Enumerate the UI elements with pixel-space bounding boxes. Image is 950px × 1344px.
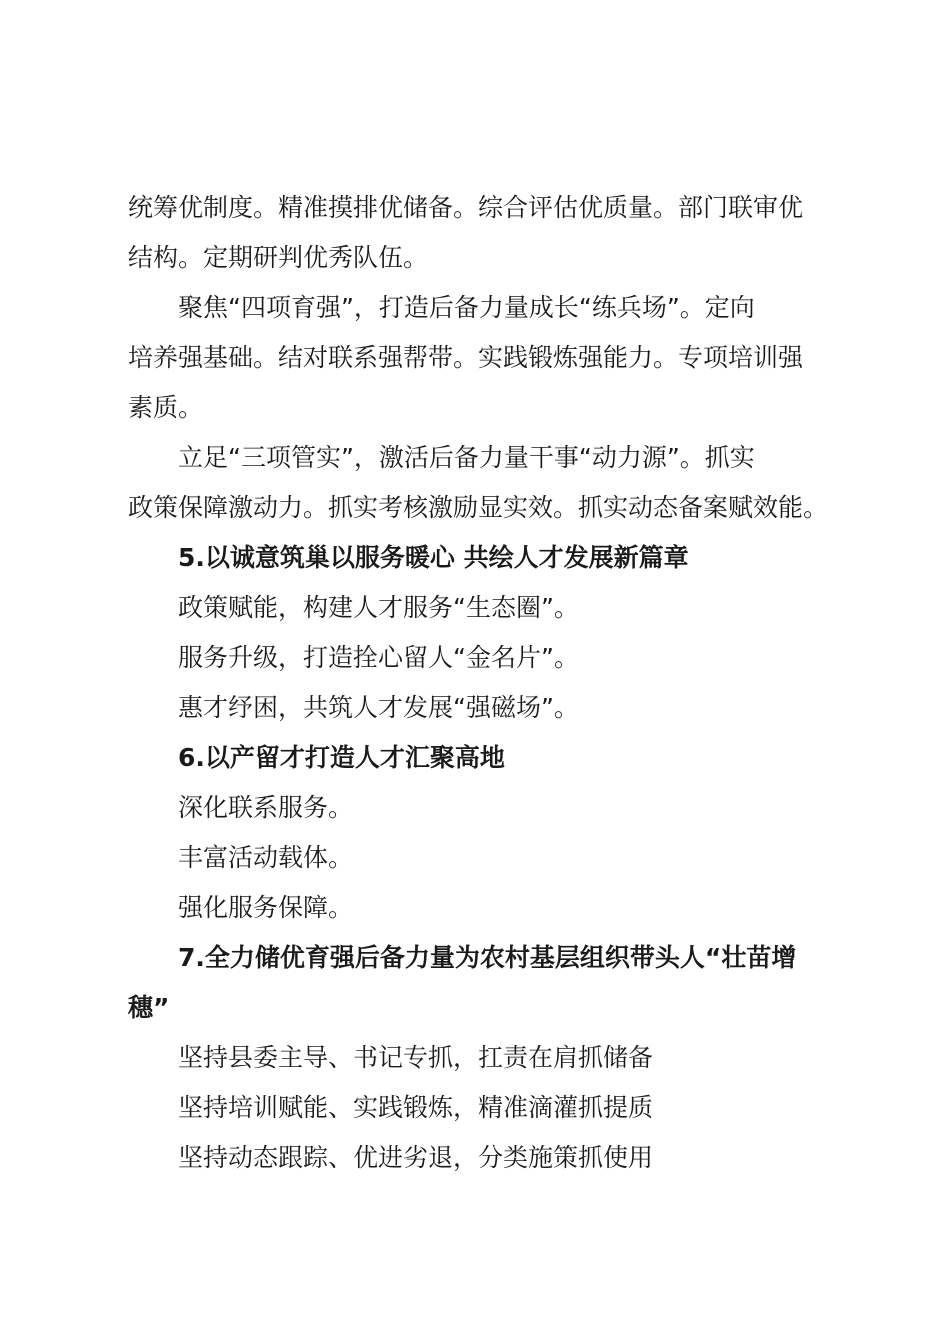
section-6-item: 强化服务保障。 <box>178 893 354 922</box>
section-6-item: 深化联系服务。 <box>178 793 354 822</box>
paragraph-3-line-1: 立足“三项管实”，激活后备力量干事“动力源”。抓实 <box>178 443 755 472</box>
paragraph-2-line-3: 素质。 <box>128 393 204 422</box>
paragraph-1-line-2: 结构。定期研判优秀队伍。 <box>128 243 429 272</box>
paragraph-1-line-1: 统筹优制度。精准摸排优储备。综合评估优质量。部门联审优 <box>128 193 804 222</box>
section-7-item: 坚持县委主导、书记专抓，扛责在肩抓储备 <box>178 1043 654 1072</box>
section-6-item: 丰富活动载体。 <box>178 843 354 872</box>
paragraph-2-line-1: 聚焦“四项育强”，打造后备力量成长“练兵场”。定向 <box>178 293 755 322</box>
paragraph-2-line-2: 培养强基础。结对联系强帮带。实践锻炼强能力。专项培训强 <box>128 343 804 372</box>
section-7-heading-line-2: 穗” <box>128 993 170 1022</box>
section-7-item: 坚持动态跟踪、优进劣退，分类施策抓使用 <box>178 1143 654 1172</box>
section-6-heading: 6.以产留才打造人才汇聚高地 <box>178 743 505 772</box>
section-5-item: 服务升级，打造拴心留人“金名片”。 <box>178 643 579 672</box>
section-7-heading-line-1: 7.全力储优育强后备力量为农村基层组织带头人“壮苗增 <box>178 943 797 972</box>
section-5-item: 政策赋能，构建人才服务“生态圈”。 <box>178 593 579 622</box>
paragraph-3-line-2: 政策保障激动力。抓实考核激励显实效。抓实动态备案赋效能。 <box>128 493 829 522</box>
document-page <box>128 183 830 1183</box>
section-7-item: 坚持培训赋能、实践锻炼，精准滴灌抓提质 <box>178 1093 654 1122</box>
section-5-heading: 5.以诚意筑巢以服务暖心 共绘人才发展新篇章 <box>178 543 689 572</box>
section-5-item: 惠才纾困，共筑人才发展“强磁场”。 <box>178 693 579 722</box>
